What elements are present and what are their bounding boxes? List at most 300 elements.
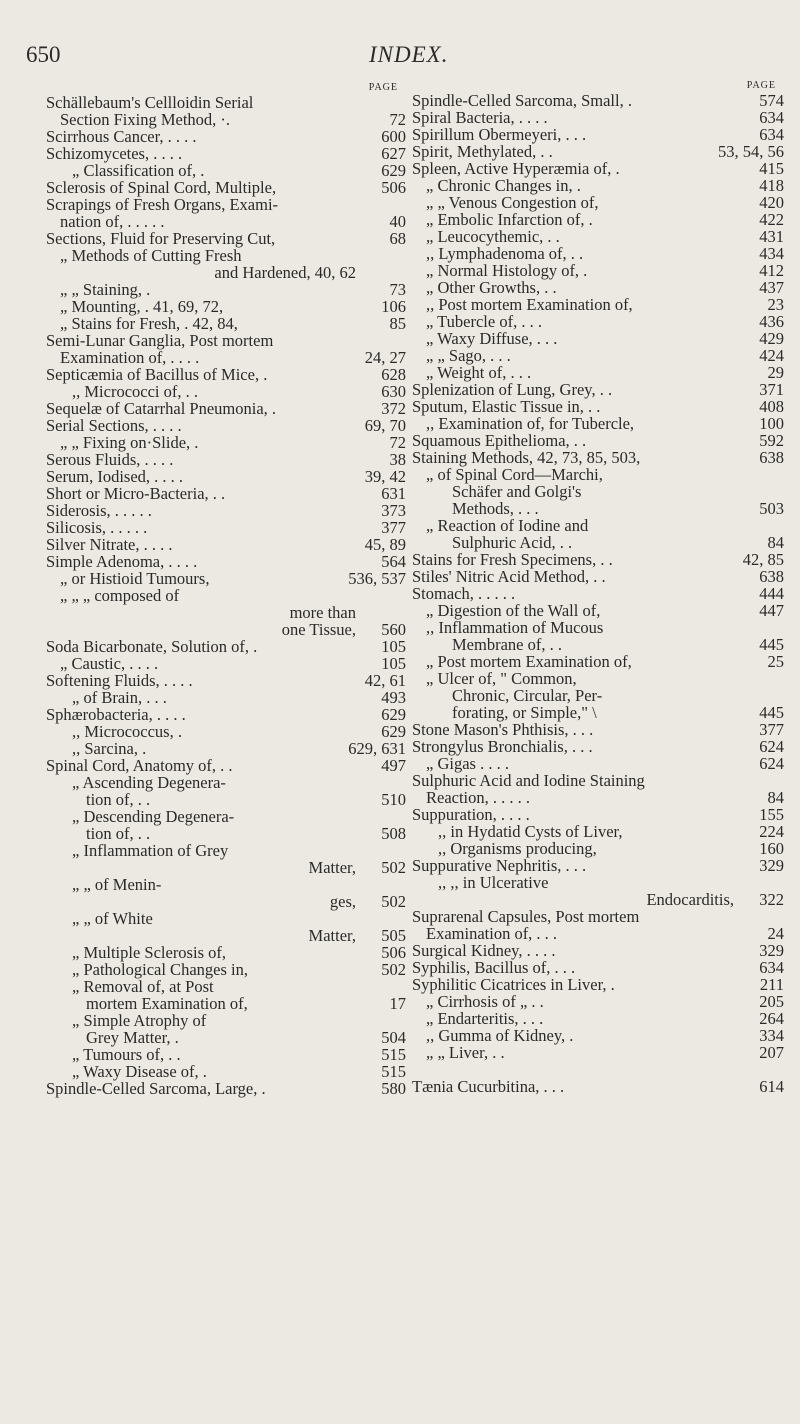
index-entry bbox=[412, 857, 784, 874]
entry-text: „ „ Staining, . bbox=[60, 280, 151, 299]
index-entry bbox=[412, 1010, 784, 1027]
entry-page-ref: 207 bbox=[759, 1043, 784, 1062]
running-head: INDEX. bbox=[369, 42, 449, 67]
entry-text: „ „ of Menin- bbox=[72, 875, 162, 894]
entry-page-ref: 418 bbox=[759, 176, 784, 195]
entry-text: „ Tubercle of, . . . bbox=[426, 312, 542, 331]
index-entry bbox=[46, 502, 406, 519]
index-entry bbox=[46, 1063, 406, 1080]
entry-page-ref: 100 bbox=[759, 414, 784, 433]
index-entry bbox=[412, 908, 784, 925]
entry-text: Syphilis, Bacillus of, . . . bbox=[412, 958, 576, 977]
entry-text: Scrapings of Fresh Organs, Exami- bbox=[46, 195, 279, 214]
entry-page-ref: 24 bbox=[767, 924, 784, 943]
entry-page-ref: 322 bbox=[759, 890, 784, 909]
entry-page-ref: 624 bbox=[759, 737, 784, 756]
entry-page-ref: 503 bbox=[759, 499, 784, 518]
entry-page-ref: 105 bbox=[381, 637, 406, 656]
entry-text: Simple Adenoma, . . . . bbox=[46, 552, 198, 571]
entry-text: tion of, . . bbox=[86, 790, 151, 809]
index-entry bbox=[412, 534, 784, 551]
entry-page-ref: 444 bbox=[759, 584, 784, 603]
entry-page-ref: 53, 54, 56 bbox=[718, 142, 784, 161]
entry-page-ref: 564 bbox=[381, 552, 406, 571]
index-entry bbox=[46, 281, 406, 298]
index-entry bbox=[412, 602, 784, 619]
index-entry bbox=[46, 876, 406, 893]
entry-text: „ „ Liver, . . bbox=[426, 1043, 505, 1062]
index-entry bbox=[412, 585, 784, 602]
entry-text: Softening Fluids, . . . . bbox=[46, 671, 193, 690]
index-entry bbox=[412, 772, 784, 789]
index-entry bbox=[412, 619, 784, 636]
entry-page-ref: 634 bbox=[759, 958, 784, 977]
index-entry bbox=[46, 145, 406, 162]
entry-text: ,, Micrococcus, . bbox=[72, 722, 182, 741]
index-entry bbox=[46, 128, 406, 145]
entry-page-ref: 445 bbox=[759, 635, 784, 654]
entry-page-ref: 415 bbox=[759, 159, 784, 178]
index-entry bbox=[46, 451, 406, 468]
entry-page-ref: 504 bbox=[381, 1028, 406, 1047]
entry-page-ref: 505 bbox=[381, 926, 406, 945]
index-entry bbox=[412, 211, 784, 228]
entry-text: „ Descending Degenera- bbox=[72, 807, 235, 826]
entry-text: Sclerosis of Spinal Cord, Multiple, bbox=[46, 178, 277, 197]
entry-page-ref: 493 bbox=[381, 688, 406, 707]
index-entry bbox=[412, 704, 784, 721]
entry-page-ref: 536, 537 bbox=[348, 569, 406, 588]
entry-text: „ or Histioid Tumours, bbox=[60, 569, 210, 588]
index-entry bbox=[46, 791, 406, 808]
index-entry bbox=[46, 638, 406, 655]
entry-page-ref: 211 bbox=[759, 975, 784, 994]
entry-text: „ Other Growths, . . bbox=[426, 278, 557, 297]
entry-text: „ Waxy Disease of, . bbox=[72, 1062, 207, 1081]
index-entry bbox=[46, 298, 406, 315]
entry-page-ref: 429 bbox=[759, 329, 784, 348]
entry-text: Reaction, . . . . . bbox=[426, 788, 531, 807]
index-entry bbox=[412, 670, 784, 687]
index-entry bbox=[412, 381, 784, 398]
index-entry bbox=[412, 364, 784, 381]
entry-page-ref: 105 bbox=[381, 654, 406, 673]
index-entry bbox=[46, 689, 406, 706]
entry-text: nation of, . . . . . bbox=[60, 212, 165, 231]
index-entry bbox=[46, 1012, 406, 1029]
entry-text: more than bbox=[289, 603, 356, 622]
index-entry bbox=[46, 859, 406, 876]
entry-page-ref: 377 bbox=[381, 518, 406, 537]
index-entry bbox=[412, 959, 784, 976]
entry-page-ref: 434 bbox=[759, 244, 784, 263]
entry-text: Soda Bicarbonate, Solution of, . bbox=[46, 637, 258, 656]
entry-text: „ Mounting, . 41, 69, 72, bbox=[60, 297, 224, 316]
index-entry bbox=[46, 1046, 406, 1063]
entry-text: Schällebaum's Cellloidin Serial bbox=[46, 93, 254, 112]
entry-text: „ of Brain, . . . bbox=[72, 688, 167, 707]
entry-text: Squamous Epithelioma, . . bbox=[412, 431, 587, 450]
index-entry bbox=[46, 604, 406, 621]
entry-page-ref: 592 bbox=[759, 431, 784, 450]
entry-text: Membrane of, . . bbox=[452, 635, 562, 654]
entry-text: Serum, Iodised, . . . . bbox=[46, 467, 184, 486]
entry-page-ref: 634 bbox=[759, 108, 784, 127]
entry-page-ref: 25 bbox=[767, 652, 784, 671]
entry-page-ref: 445 bbox=[759, 703, 784, 722]
entry-text: Splenization of Lung, Grey, . . bbox=[412, 380, 613, 399]
index-entry bbox=[46, 978, 406, 995]
entry-page-ref: 68 bbox=[389, 229, 406, 248]
entry-page-ref: 424 bbox=[759, 346, 784, 365]
index-entry bbox=[46, 944, 406, 961]
entry-text: ,, Post mortem Examination of, bbox=[426, 295, 633, 314]
entry-text: Sections, Fluid for Preserving Cut, bbox=[46, 229, 276, 248]
entry-text: „ „ „ composed of bbox=[60, 586, 180, 605]
index-entry bbox=[46, 536, 406, 553]
index-entry bbox=[412, 262, 784, 279]
entry-text: Sequelæ of Catarrhal Pneumonia, . bbox=[46, 399, 277, 418]
entry-page-ref: 506 bbox=[381, 943, 406, 962]
index-entry bbox=[46, 621, 406, 638]
entry-page-ref: 420 bbox=[759, 193, 784, 212]
entry-text: „ Gigas . . . . bbox=[426, 754, 509, 773]
index-entry bbox=[412, 653, 784, 670]
entry-text: Spindle-Celled Sarcoma, Large, . bbox=[46, 1079, 266, 1098]
entry-page-ref: 224 bbox=[759, 822, 784, 841]
entry-text: „ Normal Histology of, . bbox=[426, 261, 588, 280]
index-entry bbox=[46, 94, 406, 111]
index-entry bbox=[46, 893, 406, 910]
entry-text: ges, bbox=[329, 892, 356, 911]
entry-page-ref: 515 bbox=[381, 1062, 406, 1081]
entry-text: Septicæmia of Bacillus of Mice, . bbox=[46, 365, 268, 384]
entry-text: Chronic, Circular, Per- bbox=[452, 686, 603, 705]
index-entry bbox=[46, 570, 406, 587]
index-entry bbox=[412, 687, 784, 704]
entry-text: ,, Sarcina, . bbox=[72, 739, 147, 758]
index-entry bbox=[46, 1080, 406, 1097]
right-index-column bbox=[412, 80, 784, 1095]
entry-page-ref: 73 bbox=[389, 280, 406, 299]
index-entry bbox=[46, 366, 406, 383]
entry-page-ref: 334 bbox=[759, 1026, 784, 1045]
entry-text: Semi-Lunar Ganglia, Post mortem bbox=[46, 331, 274, 350]
index-entry bbox=[412, 925, 784, 942]
entry-page-ref: 29 bbox=[767, 363, 784, 382]
entry-page-ref: 629 bbox=[381, 722, 406, 741]
entry-page-ref: 329 bbox=[759, 941, 784, 960]
index-entry bbox=[412, 840, 784, 857]
entry-text: Stiles' Nitric Acid Method, . . bbox=[412, 567, 606, 586]
left-entry-list bbox=[46, 94, 406, 1097]
entry-page-ref: 23 bbox=[767, 295, 784, 314]
index-entry bbox=[46, 179, 406, 196]
entry-page-ref: 106 bbox=[381, 297, 406, 316]
entry-text: „ Digestion of the Wall of, bbox=[426, 601, 601, 620]
entry-text: „ Multiple Sclerosis of, bbox=[72, 943, 226, 962]
right-entry-list bbox=[412, 92, 784, 1095]
entry-text: „ Ulcer of, " Common, bbox=[426, 669, 577, 688]
index-entry bbox=[412, 874, 784, 891]
entry-page-ref: 614 bbox=[759, 1077, 784, 1096]
entry-page-ref: 627 bbox=[381, 144, 406, 163]
entry-page-ref: 631 bbox=[381, 484, 406, 503]
entry-page-ref: 42, 85 bbox=[742, 550, 784, 569]
index-entry bbox=[46, 485, 406, 502]
entry-text: „ of Spinal Cord—Marchi, bbox=[426, 465, 603, 484]
index-entry bbox=[412, 143, 784, 160]
entry-text: ,, Examination of, for Tubercle, bbox=[426, 414, 635, 433]
entry-page-ref: 17 bbox=[389, 994, 406, 1013]
index-entry bbox=[412, 177, 784, 194]
index-entry bbox=[412, 160, 784, 177]
index-entry bbox=[46, 808, 406, 825]
entry-text: Sulphuric Acid, . . bbox=[452, 533, 573, 552]
entry-page-ref: 40 bbox=[389, 212, 406, 231]
index-entry bbox=[46, 196, 406, 213]
entry-text: Sputum, Elastic Tissue in, . . bbox=[412, 397, 601, 416]
index-entry bbox=[412, 789, 784, 806]
index-entry bbox=[46, 349, 406, 366]
index-entry bbox=[412, 823, 784, 840]
entry-text: „ Tumours of, . . bbox=[72, 1045, 181, 1064]
entry-text: Serous Fluids, . . . . bbox=[46, 450, 174, 469]
entry-page-ref: 38 bbox=[389, 450, 406, 469]
index-entry bbox=[412, 330, 784, 347]
index-entry bbox=[46, 213, 406, 230]
entry-page-ref: 506 bbox=[381, 178, 406, 197]
entry-text: Suppurative Nephritis, . . . bbox=[412, 856, 587, 875]
entry-text: Section Fixing Method, ·. bbox=[60, 110, 231, 129]
entry-page-ref: 634 bbox=[759, 125, 784, 144]
entry-page-ref: 600 bbox=[381, 127, 406, 146]
index-entry bbox=[46, 655, 406, 672]
index-entry bbox=[412, 721, 784, 738]
entry-page-ref: 69, 70 bbox=[364, 416, 406, 435]
entry-text: mortem Examination of, bbox=[86, 994, 248, 1013]
entry-page-ref: 72 bbox=[389, 110, 406, 129]
entry-page-ref: 24, 27 bbox=[364, 348, 406, 367]
entry-text: Silver Nitrate, . . . . bbox=[46, 535, 173, 554]
entry-text: Examination of, . . . . bbox=[60, 348, 200, 367]
entry-page-ref: 574 bbox=[759, 91, 784, 110]
index-entry bbox=[412, 415, 784, 432]
index-entry bbox=[46, 111, 406, 128]
index-entry bbox=[412, 194, 784, 211]
index-entry bbox=[46, 740, 406, 757]
entry-page-ref: 39, 42 bbox=[364, 467, 406, 486]
entry-text: ,, Inflammation of Mucous bbox=[426, 618, 604, 637]
index-entry bbox=[46, 774, 406, 791]
index-entry bbox=[412, 517, 784, 534]
entry-text: Scirrhous Cancer, . . . . bbox=[46, 127, 197, 146]
entry-text: Spirit, Methylated, . . bbox=[412, 142, 553, 161]
entry-text: Tænia Cucurbitina, . . . bbox=[412, 1077, 565, 1096]
entry-text: „ Weight of, . . . bbox=[426, 363, 532, 382]
index-entry bbox=[412, 432, 784, 449]
entry-page-ref: 84 bbox=[767, 533, 784, 552]
index-entry bbox=[46, 961, 406, 978]
entry-text: ,, Gumma of Kidney, . bbox=[426, 1026, 574, 1045]
entry-page-ref: 497 bbox=[381, 756, 406, 775]
entry-page-ref: 515 bbox=[381, 1045, 406, 1064]
index-entry bbox=[412, 993, 784, 1010]
index-entry bbox=[412, 313, 784, 330]
index-entry bbox=[46, 995, 406, 1012]
index-entry bbox=[412, 92, 784, 109]
index-entry bbox=[412, 568, 784, 585]
index-entry bbox=[412, 1078, 784, 1095]
entry-page-ref: 155 bbox=[759, 805, 784, 824]
index-entry bbox=[412, 347, 784, 364]
entry-page-ref: 630 bbox=[381, 382, 406, 401]
entry-text: „ „ Sago, . . . bbox=[426, 346, 511, 365]
index-entry bbox=[46, 383, 406, 400]
entry-text: Examination of, . . . bbox=[426, 924, 558, 943]
entry-page-ref: 437 bbox=[759, 278, 784, 297]
entry-text: Stains for Fresh Specimens, . . bbox=[412, 550, 613, 569]
index-entry bbox=[46, 264, 406, 281]
index-entry bbox=[412, 126, 784, 143]
index-entry bbox=[412, 636, 784, 653]
index-entry bbox=[412, 279, 784, 296]
page-number: 650 bbox=[26, 42, 61, 67]
entry-text: „ „ Venous Congestion of, bbox=[426, 193, 599, 212]
entry-page-ref: 160 bbox=[759, 839, 784, 858]
entry-page-ref: 45, 89 bbox=[364, 535, 406, 554]
index-entry bbox=[46, 825, 406, 842]
index-entry bbox=[46, 434, 406, 451]
index-entry bbox=[412, 976, 784, 993]
entry-text: „ Classification of, . bbox=[72, 161, 205, 180]
entry-text: „ Simple Atrophy of bbox=[72, 1011, 207, 1030]
index-entry bbox=[46, 417, 406, 434]
entry-text: „ Waxy Diffuse, . . . bbox=[426, 329, 558, 348]
entry-text: Spirillum Obermeyeri, . . . bbox=[412, 125, 587, 144]
entry-text: „ Leucocythemic, . . bbox=[426, 227, 560, 246]
entry-text: Sulphuric Acid and Iodine Staining bbox=[412, 771, 645, 790]
index-entry bbox=[412, 245, 784, 262]
entry-text: Spiral Bacteria, . . . . bbox=[412, 108, 548, 127]
entry-text: Silicosis, . . . . . bbox=[46, 518, 148, 537]
entry-page-ref: 431 bbox=[759, 227, 784, 246]
index-entry bbox=[46, 247, 406, 264]
entry-page-ref: 371 bbox=[759, 380, 784, 399]
entry-page-ref: 508 bbox=[381, 824, 406, 843]
entry-text: „ Methods of Cutting Fresh bbox=[60, 246, 242, 265]
entry-text: ,, Micrococci of, . . bbox=[72, 382, 198, 401]
entry-text: Schäfer and Golgi's bbox=[452, 482, 582, 501]
left-page-label: PAGE bbox=[368, 82, 398, 93]
entry-page-ref: 372 bbox=[381, 399, 406, 418]
entry-text: „ „ Fixing on·Slide, . bbox=[60, 433, 199, 452]
entry-page-ref: 72 bbox=[389, 433, 406, 452]
entry-page-ref: 264 bbox=[759, 1009, 784, 1028]
entry-text: Matter, bbox=[308, 858, 356, 877]
entry-page-ref: 502 bbox=[381, 960, 406, 979]
index-entry bbox=[412, 466, 784, 483]
entry-text: Short or Micro-Bacteria, . . bbox=[46, 484, 226, 503]
entry-text: „ Ascending Degenera- bbox=[72, 773, 226, 792]
entry-page-ref: 629 bbox=[381, 705, 406, 724]
index-entry bbox=[412, 551, 784, 568]
entry-text: „ Stains for Fresh, . 42, 84, bbox=[60, 314, 238, 333]
left-index-column bbox=[46, 82, 406, 1097]
index-entry bbox=[46, 230, 406, 247]
index-entry bbox=[46, 910, 406, 927]
entry-page-ref: 84 bbox=[767, 788, 784, 807]
entry-text: Sphærobacteria, . . . . bbox=[46, 705, 186, 724]
entry-text: „ Embolic Infarction of, . bbox=[426, 210, 593, 229]
entry-text: Siderosis, . . . . . bbox=[46, 501, 152, 520]
entry-text: „ Inflammation of Grey bbox=[72, 841, 229, 860]
entry-text: Syphilitic Cicatrices in Liver, . bbox=[412, 975, 615, 994]
entry-text: forating, or Simple," \ bbox=[452, 703, 597, 722]
entry-page-ref: 502 bbox=[381, 858, 406, 877]
index-entry bbox=[46, 927, 406, 944]
index-entry bbox=[412, 1027, 784, 1044]
entry-page-ref: 85 bbox=[389, 314, 406, 333]
index-entry bbox=[46, 587, 406, 604]
index-entry bbox=[412, 449, 784, 466]
index-entry bbox=[46, 757, 406, 774]
entry-page-ref: 629, 631 bbox=[348, 739, 406, 758]
entry-text: Staining Methods, 42, 73, 85, 503, bbox=[412, 448, 641, 467]
entry-page-ref: 412 bbox=[759, 261, 784, 280]
entry-text: ,, Organisms producing, bbox=[438, 839, 597, 858]
index-entry bbox=[412, 228, 784, 245]
entry-text: Endocarditis, bbox=[646, 890, 734, 909]
index-entry bbox=[412, 500, 784, 517]
entry-text: Stone Mason's Phthisis, . . . bbox=[412, 720, 594, 739]
entry-text: Matter, bbox=[308, 926, 356, 945]
entry-text: „ „ of White bbox=[72, 909, 153, 928]
entry-page-ref: 205 bbox=[759, 992, 784, 1011]
entry-text: ,, in Hydatid Cysts of Liver, bbox=[438, 822, 623, 841]
entry-text: Surgical Kidney, . . . . bbox=[412, 941, 556, 960]
entry-text: Spindle-Celled Sarcoma, Small, . bbox=[412, 91, 632, 110]
index-entry bbox=[46, 519, 406, 536]
entry-page-ref: 408 bbox=[759, 397, 784, 416]
entry-page-ref: 377 bbox=[759, 720, 784, 739]
index-entry bbox=[46, 706, 406, 723]
index-entry bbox=[46, 162, 406, 179]
index-entry bbox=[412, 109, 784, 126]
entry-text: Spleen, Active Hyperæmia of, . bbox=[412, 159, 620, 178]
entry-text: ,, ,, in Ulcerative bbox=[438, 873, 549, 892]
entry-page-ref: 560 bbox=[381, 620, 406, 639]
index-entry bbox=[412, 483, 784, 500]
index-entry bbox=[46, 315, 406, 332]
index-entry bbox=[412, 738, 784, 755]
index-entry bbox=[412, 755, 784, 772]
index-entry bbox=[46, 672, 406, 689]
entry-page-ref: 510 bbox=[381, 790, 406, 809]
entry-page-ref: 624 bbox=[759, 754, 784, 773]
entry-text: „ Cirrhosis of „ . . bbox=[426, 992, 544, 1011]
entry-text: „ Removal of, at Post bbox=[72, 977, 214, 996]
entry-page-ref: 436 bbox=[759, 312, 784, 331]
index-entry bbox=[46, 468, 406, 485]
entry-page-ref: 502 bbox=[381, 892, 406, 911]
entry-page-ref: 638 bbox=[759, 448, 784, 467]
entry-text: „ Reaction of Iodine and bbox=[426, 516, 589, 535]
index-entry bbox=[412, 1044, 784, 1061]
index-entry bbox=[412, 398, 784, 415]
index-entry bbox=[412, 891, 784, 908]
index-entry bbox=[412, 296, 784, 313]
